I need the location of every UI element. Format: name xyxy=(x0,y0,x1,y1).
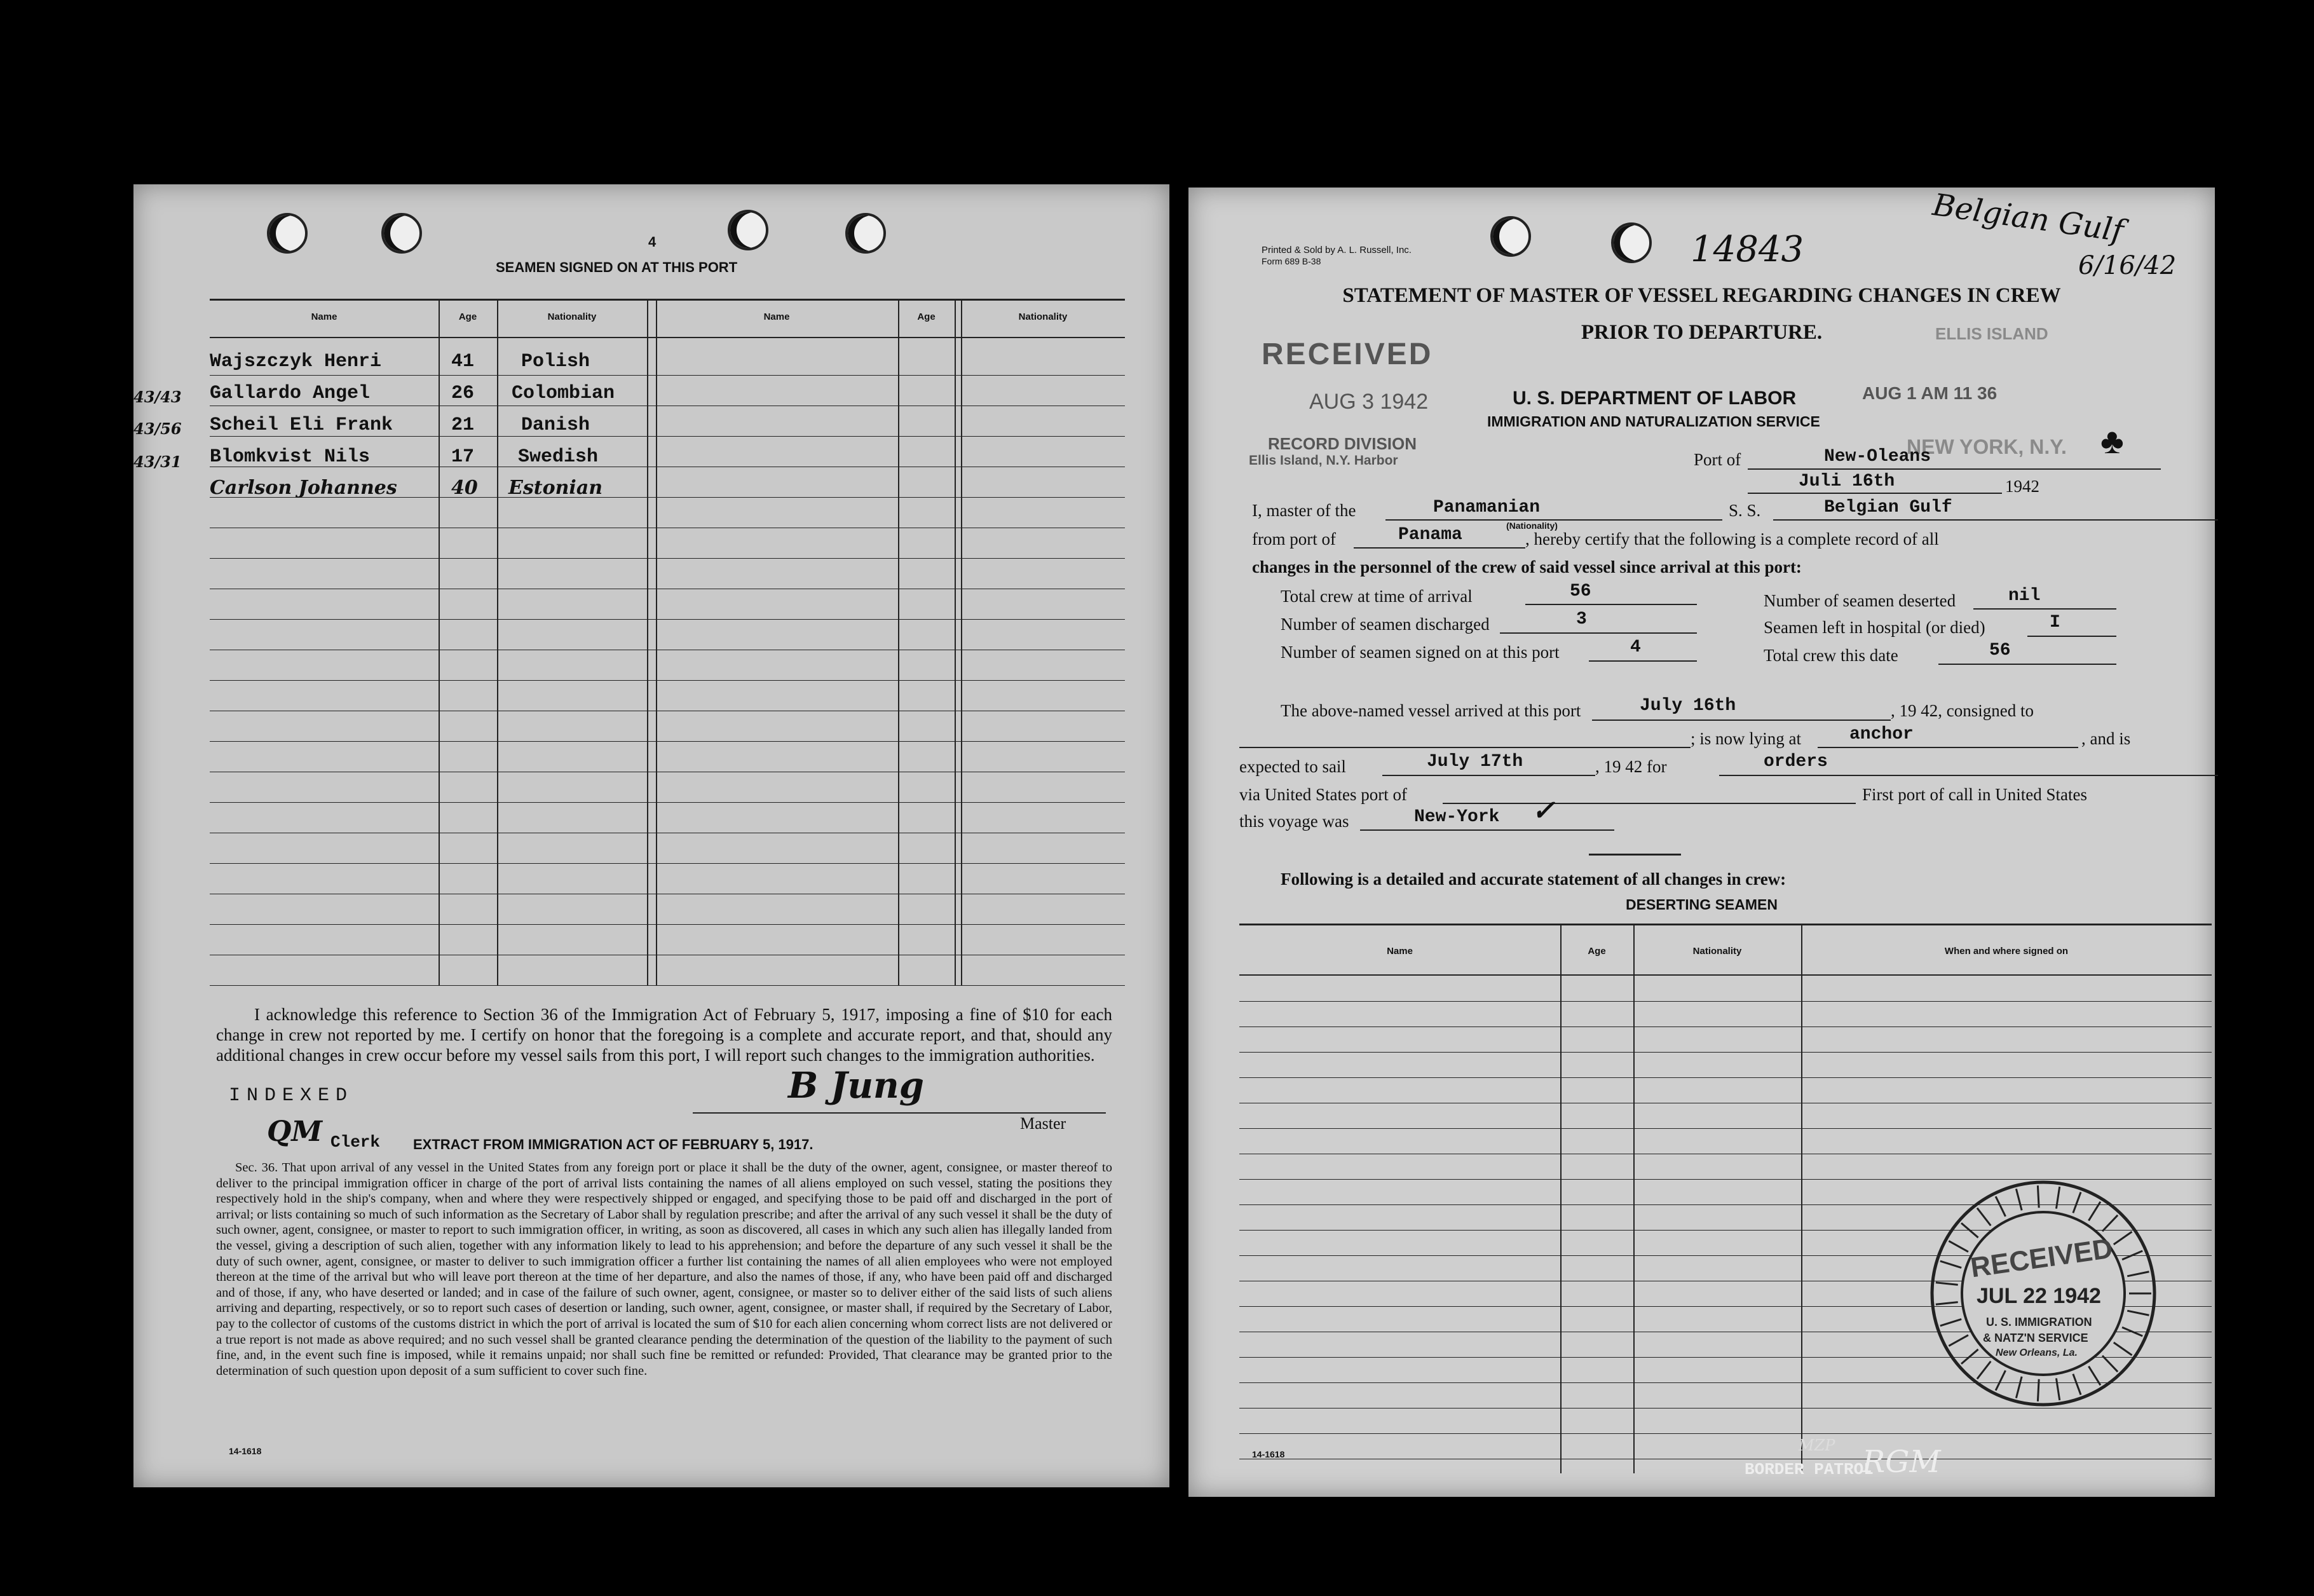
section-title: SEAMEN SIGNED ON AT THIS PORT xyxy=(496,259,738,275)
table-rule xyxy=(210,436,1125,437)
row-name: Gallardo Angel xyxy=(210,383,371,404)
received-date: AUG 3 1942 xyxy=(1309,390,1429,414)
table-rule xyxy=(1239,1001,2212,1002)
row-nationality: Colombian xyxy=(512,383,615,404)
border-patrol-note: MZP xyxy=(1799,1436,1835,1454)
table-rule xyxy=(1239,1128,2212,1129)
service-name: IMMIGRATION AND NATURALIZATION SERVICE xyxy=(1487,413,1820,430)
table-rule xyxy=(1239,1052,2212,1053)
corner-note: Belgian Gulf xyxy=(1930,187,2126,249)
voyage-label: this voyage was xyxy=(1239,812,1349,831)
table-rule xyxy=(1239,1026,2212,1027)
col-header-age: Age xyxy=(458,311,477,322)
sail-label: expected to sail xyxy=(1239,757,1346,776)
binder-hole xyxy=(845,213,886,254)
extract-title: EXTRACT FROM IMMIGRATION ACT OF FEBRUARY 5, 1917. xyxy=(413,1136,813,1152)
round-stamp-line3: New Orleans, La. xyxy=(1996,1347,2078,1358)
stat-label: Number of seamen signed on at this port xyxy=(1281,643,1560,662)
stat-label: Total crew this date xyxy=(1764,646,1898,665)
lying-label: ; is now lying at xyxy=(1691,729,1801,748)
master-label: Master xyxy=(1020,1114,1066,1133)
stamp-tick xyxy=(2088,1367,2100,1386)
col-header-name: Name xyxy=(1387,946,1413,957)
page-number: 4 xyxy=(648,234,657,250)
row-age: 41 xyxy=(451,351,475,372)
border-patrol-initials: RGM xyxy=(1862,1444,1941,1480)
nationality-caption: (Nationality) xyxy=(1506,521,1558,531)
ellis-stamp-time: AUG 1 AM 11 36 xyxy=(1862,383,1998,403)
stat-value: 56 xyxy=(1570,582,1591,601)
file-number: 14843 xyxy=(1691,229,1804,270)
form-number: 14-1618 xyxy=(229,1446,262,1456)
row-nationality: Estonian xyxy=(508,477,603,499)
year-printed: 1942 xyxy=(2005,477,2039,496)
stat-value: nil xyxy=(2008,586,2041,606)
lying-value: anchor xyxy=(1849,725,1914,744)
master-signature: B Jung xyxy=(788,1065,924,1107)
stamp-tick xyxy=(2088,1202,2100,1221)
acknowledgement-text: I acknowledge this reference to Section 36 of the Immigration Act of February 5, 1917, imposing a fine of $10 for each change in crew not reported by me. I certify on honor that the foregoing is a complete and accurate report, and that, should any additional changes in crew occur before my vessel sails from this port, I will report such changes to the immigration authorities. xyxy=(216,1005,1112,1065)
indexed-stamp: INDEXED xyxy=(229,1085,354,1107)
row-nationality: Swedish xyxy=(518,446,599,468)
left-page xyxy=(133,184,1169,1487)
stamp-tick xyxy=(2102,1356,2118,1372)
arrived-value: July 16th xyxy=(1640,696,1736,716)
stamp-tick xyxy=(1977,1208,1991,1226)
row-nationality: Danish xyxy=(521,414,590,436)
voyage-value: New-York xyxy=(1414,807,1500,827)
stamp-tick xyxy=(1961,1349,1978,1364)
stamp-tick xyxy=(2038,1185,2039,1208)
col-header-signed-on: When and where signed on xyxy=(1944,946,2069,957)
ship-name: Belgian Gulf xyxy=(1824,498,1952,517)
stat-label: Number of seamen discharged xyxy=(1281,615,1490,634)
nationality-value: Panamanian xyxy=(1433,498,1541,517)
form-number: 14-1618 xyxy=(1252,1449,1285,1459)
stamp-tick xyxy=(2102,1215,2118,1231)
border-patrol-stamp: BORDER PATROL xyxy=(1745,1460,1874,1479)
ss-label: S. S. xyxy=(1729,501,1761,520)
sail-for-value: orders xyxy=(1764,752,1828,772)
margin-note: 43/56 xyxy=(133,419,182,438)
stamp-tick xyxy=(2038,1379,2039,1402)
stat-label: Seamen left in hospital (or died) xyxy=(1764,618,1985,637)
stamp-tick xyxy=(2122,1327,2142,1336)
stamp-tick xyxy=(1940,1319,1961,1325)
stamp-tick xyxy=(2073,1192,2081,1213)
table-rule xyxy=(1239,1433,2212,1434)
binder-hole xyxy=(1490,216,1531,257)
table-rule xyxy=(210,558,1125,559)
form-title-line1: STATEMENT OF MASTER OF VESSEL REGARDING CHANGES IN CREW xyxy=(1342,284,2061,307)
stamp-tick xyxy=(1949,1241,1968,1252)
clerk-initials: QM xyxy=(267,1115,323,1148)
first-port-label: First port of call in United States xyxy=(1862,785,2087,804)
stat-value: I xyxy=(2050,613,2060,632)
col-header-nationality: Nationality xyxy=(547,311,597,322)
received-word: RECEIVED xyxy=(1262,338,1433,371)
table-rule xyxy=(210,619,1125,620)
col-header-name: Name xyxy=(311,311,337,322)
via-label: via United States port of xyxy=(1239,785,1407,804)
row-age: 17 xyxy=(451,446,475,468)
table-rule xyxy=(210,680,1125,681)
stat-value: 4 xyxy=(1630,638,1641,657)
binder-hole xyxy=(728,210,768,250)
col-header-nationality: Nationality xyxy=(1692,946,1742,957)
stat-label: Total crew at time of arrival xyxy=(1281,587,1473,606)
col-header-age: Age xyxy=(1588,946,1606,957)
ellis-stamp-city: NEW YORK, N.Y. xyxy=(1907,435,2067,458)
stamp-tick xyxy=(1961,1223,1978,1238)
corner-date: 6/16/42 xyxy=(2078,251,2177,280)
from-port-label: from port of xyxy=(1252,529,1336,549)
and-is-text: , and is xyxy=(2081,729,2131,748)
stamp-tick xyxy=(2127,1272,2149,1276)
form-title-line2: PRIOR TO DEPARTURE. xyxy=(1581,321,1823,344)
sail-value: July 17th xyxy=(1427,752,1523,772)
sail-year: , 19 42 for xyxy=(1595,757,1667,776)
table-rule xyxy=(210,741,1125,742)
stamp-tick xyxy=(2122,1251,2142,1260)
binder-hole xyxy=(1611,222,1652,263)
stamp-tick xyxy=(1936,1283,1958,1285)
stamp-tick xyxy=(2056,1187,2059,1209)
table-rule xyxy=(210,924,1125,925)
table-rule xyxy=(210,802,1125,803)
row-nationality: Polish xyxy=(521,351,590,372)
stamp-tick xyxy=(2016,1189,2022,1210)
arrived-label: The above-named vessel arrived at this port xyxy=(1281,701,1581,720)
round-stamp-date: JUL 22 1942 xyxy=(1977,1284,2101,1308)
stat-label: Number of seamen deserted xyxy=(1764,591,1956,610)
table-rule xyxy=(210,985,1125,986)
certify-text: , hereby certify that the following is a complete record of all xyxy=(1525,529,1939,549)
stamp-tick xyxy=(2056,1378,2059,1400)
stamp-tick xyxy=(1996,1196,2005,1216)
port-value: New-Oleans xyxy=(1824,447,1931,467)
clover-mark: ♣ xyxy=(2100,422,2124,461)
row-age: 40 xyxy=(451,477,478,499)
form-id: Form 689 B-38 xyxy=(1262,256,1321,266)
deserting-title: DESERTING SEAMEN xyxy=(1626,896,1778,913)
stamp-tick xyxy=(1940,1261,1961,1267)
ellis-stamp-top: ELLIS ISLAND xyxy=(1935,324,2048,343)
row-age: 21 xyxy=(451,414,475,436)
following-text: Following is a detailed and accurate statement of all changes in crew: xyxy=(1281,870,1787,889)
received-division: RECORD DIVISION xyxy=(1268,434,1417,453)
stamp-tick xyxy=(2016,1377,2022,1398)
checkmark-icon: ✓ xyxy=(1532,795,1555,827)
stamp-tick xyxy=(2073,1374,2081,1395)
binder-hole xyxy=(267,213,308,254)
extract-text: Sec. 36. That upon arrival of any vessel in the United States from any foreign port or place it shall be the duty of the owner, agent, consignee, or master thereof to deliver to the principal immigration officer in charge of the port of arrival lists containing the names of all aliens employed on such vessel, stating the positions they respectively hold in the ship's company, when and where they were respectively shipped or engaged, and specifying those to be paid off and discharged in the port of arrival; or lists containing so much of such information as the Secretary of Labor shall by regulation prescribe; and after the arrival of any such vessel it shall be the duty of such owner, agent, consignee, or master to report to such immigration officer, in writing, as soon as discovered, all cases in which any such alien has illegally landed from the vessel, giving a description of such alien, together with any information likely to lead to his apprehension; and before the departure of any such vessel it shall be the duty of such owner, agent, consignee, or master to deliver to such immigration officer a further list containing the names of all alien employees who were not employed thereon at the time of the arrival but who will leave port thereon at the time of her departure, and also the names of those, if any, who have been paid off and discharged and of those, if any, who have deserted or landed; and in case of the failure of such owner, agent, consignee, or master so to deliver either of the said lists of such aliens arriving and departing, respectively, or so to report such cases of desertion or landing, such owner, agent, consignee, or master shall, if required by the Secretary of Labor, pay to the collector of customs of the customs district in which the port of arrival is located the sum of $10 for each alien concerning whom correct lists are not delivered or a true report is not made as above required; and no such vessel shall be granted clearance pending the determination of the question of the liability to the payment of such fine, and, in the event such fine is imposed, while it remains unpaid; nor shall such fine be remitted or refunded: Provided, That clearance may be granted prior to the determination of such question upon deposit of a sum sufficient to cover such fine. xyxy=(216,1161,1112,1378)
stamp-tick xyxy=(1949,1335,1968,1346)
stamp-tick xyxy=(2127,1311,2149,1315)
stamp-tick xyxy=(2114,1232,2132,1245)
round-stamp-received: RECEIVED xyxy=(1968,1232,2115,1284)
row-age: 26 xyxy=(451,383,475,404)
clerk-label: Clerk xyxy=(330,1133,381,1152)
master-of-label: I, master of the xyxy=(1252,501,1356,520)
table-rule xyxy=(1239,1077,2212,1078)
right-page xyxy=(1188,188,2215,1497)
margin-note: 43/31 xyxy=(133,453,182,471)
row-name: Carlson Johannes xyxy=(210,477,397,499)
stamp-tick xyxy=(1996,1370,2005,1390)
col-header-name-2: Name xyxy=(763,311,790,322)
col-header-nationality-2: Nationality xyxy=(1018,311,1068,322)
stat-value: 3 xyxy=(1576,610,1587,629)
margin-note: 43/43 xyxy=(133,388,182,406)
date-value: Juli 16th xyxy=(1799,472,1895,491)
from-port-value: Panama xyxy=(1398,525,1462,545)
department-name: U. S. DEPARTMENT OF LABOR xyxy=(1513,388,1797,409)
stat-value: 56 xyxy=(1989,641,2011,660)
changes-text: changes in the personnel of the crew of said vessel since arrival at this port: xyxy=(1252,557,1802,576)
printer-credit: Printed & Sold by A. L. Russell, Inc. xyxy=(1262,245,1412,256)
row-name: Blomkvist Nils xyxy=(210,446,371,468)
row-name: Scheil Eli Frank xyxy=(210,414,393,436)
table-rule xyxy=(210,375,1125,376)
arrived-year: , 19 42, consigned to xyxy=(1891,701,2034,720)
stamp-tick xyxy=(1936,1302,1958,1305)
col-header-age-2: Age xyxy=(917,311,936,322)
binder-hole xyxy=(381,213,422,254)
round-stamp-line2: & NATZ'N SERVICE xyxy=(1983,1332,2088,1344)
received-place: Ellis Island, N.Y. Harbor xyxy=(1249,453,1398,468)
table-rule xyxy=(210,863,1125,864)
round-stamp-line1: U. S. IMMIGRATION xyxy=(1986,1316,2092,1328)
port-label: Port of xyxy=(1694,450,1741,469)
stamp-tick xyxy=(1977,1361,1991,1379)
row-name: Wajszczyk Henri xyxy=(210,351,382,372)
stamp-tick xyxy=(2114,1342,2132,1355)
